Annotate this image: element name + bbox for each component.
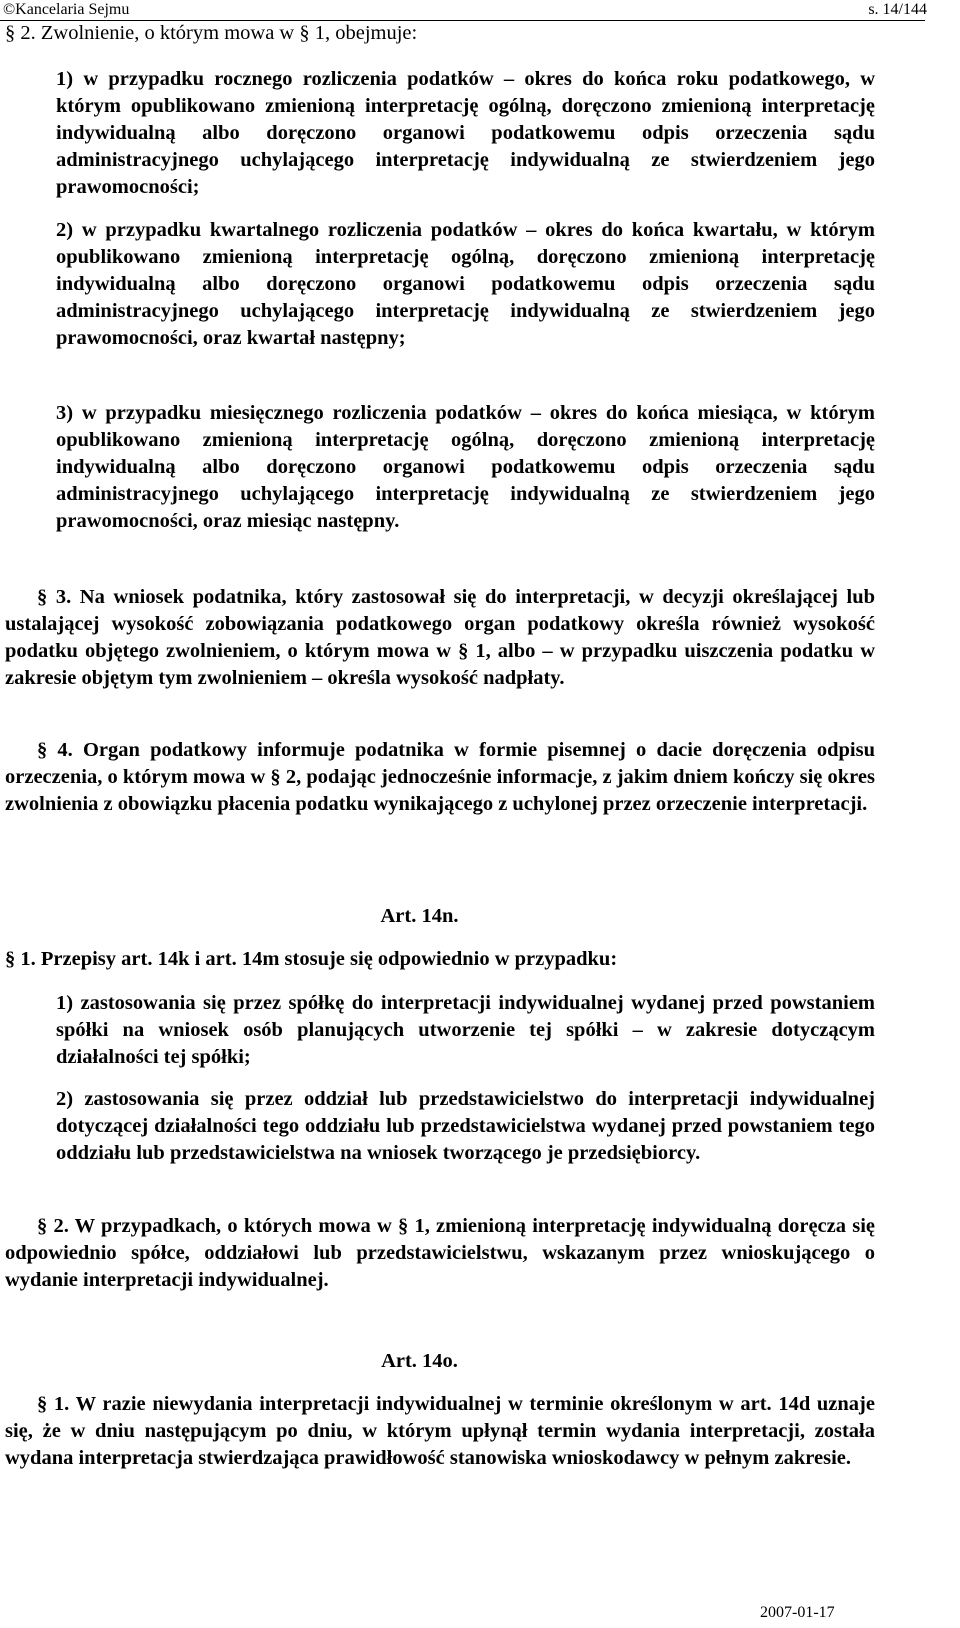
article-14n-title: Art. 14n. xyxy=(380,905,459,927)
section-2-item-1: 1) w przypadku rocznego rozliczenia podatków – okres do końca roku podatkowego, w którym opublikowano zmienioną interpretację ogólną, doręczono zmienioną interpretację indywidualną albo doręczono organowi podatkowemu odpis orzeczenia sądu administracyjnego uchylającego interpretację indywidualną ze stwierdzeniem jego prawomocności; xyxy=(56,68,875,198)
article-14n-item-1: 1) zastosowania się przez spółkę do interpretacji indywidualnej wydanej przed powstaniem spółki na wniosek osób planujących utworzenie tej spółki – w zakresie dotyczącym działalności tej spółki; xyxy=(56,992,875,1068)
article-14n-item-2: 2) zastosowania się przez oddział lub przedstawicielstwo do interpretacji indywidualnej dotyczącej działalności tego oddziału lub przedstawicielstwa wydanej przed powstaniem tego oddziału lub przedstawicielstwa na wniosek tworzącego je przedsiębiorcy. xyxy=(56,1088,875,1164)
article-14o-title: Art. 14o. xyxy=(381,1350,458,1372)
section-3: § 3. Na wniosek podatnika, który zastosował się do interpretacji, w decyzji określającej lub ustalającej wysokość zobowiązania podatkowego organ podatkowy określa również wysokość podatku objętego zwolnieniem, o którym mowa w § 1, albo – w przypadku uiszczenia podatku w zakresie objętym tym zwolnieniem – określa wysokość nadpłaty. xyxy=(5,586,875,689)
article-14n-section-1-heading: § 1. Przepisy art. 14k i art. 14m stosuje się odpowiednio w przypadku: xyxy=(5,948,618,970)
article-14o-section-1: § 1. W razie niewydania interpretacji indywidualnej w terminie określonym w art. 14d uznaje się, że w dniu następującym po dniu, w którym upłynął termin wydania interpretacji, została wydana interpretacja stwierdzająca prawidłowość stanowiska wnioskodawcy w pełnym zakresie. xyxy=(5,1393,875,1469)
section-2-item-2: 2) w przypadku kwartalnego rozliczenia podatków – okres do końca kwartału, w którym opublikowano zmienioną interpretację ogólną, doręczono zmienioną interpretację indywidualną albo doręczono organowi podatkowemu odpis orzeczenia sądu administracyjnego uchylającego interpretację indywidualną ze stwierdzeniem jego prawomocności, oraz kwartał następny; xyxy=(56,219,875,349)
header-source: ©Kancelaria Sejmu xyxy=(3,1,130,18)
header-page-number: s. 14/144 xyxy=(868,1,927,18)
article-14n-section-2: § 2. W przypadkach, o których mowa w § 1, zmienioną interpretację indywidualną doręcza się odpowiednio spółce, oddziałowi lub przedstawicielstwu, wskazanym przez wnioskującego o wydanie interpretacji indywidualnej. xyxy=(5,1215,875,1291)
section-2-item-3: 3) w przypadku miesięcznego rozliczenia podatków – okres do końca miesiąca, w którym opublikowano zmienioną interpretację ogólną, doręczono zmienioną interpretację indywidualną albo doręczono organowi podatkowemu odpis orzeczenia sądu administracyjnego uchylającego interpretację indywidualną ze stwierdzeniem jego prawomocności, oraz miesiąc następny. xyxy=(56,402,875,532)
page-footer-date: 2007-01-17 xyxy=(760,1604,835,1621)
section-4: § 4. Organ podatkowy informuje podatnika w formie pisemnej o dacie doręczenia odpisu orzeczenia, o którym mowa w § 2, podając jednocześnie informacje, z jakim dniem kończy się okres zwolnienia z obowiązku płacenia podatku wynikającego z uchylonej przez orzeczenie interpretacji. xyxy=(5,739,875,815)
section-2-heading: § 2. Zwolnienie, o którym mowa w § 1, obejmuje: xyxy=(5,22,418,44)
